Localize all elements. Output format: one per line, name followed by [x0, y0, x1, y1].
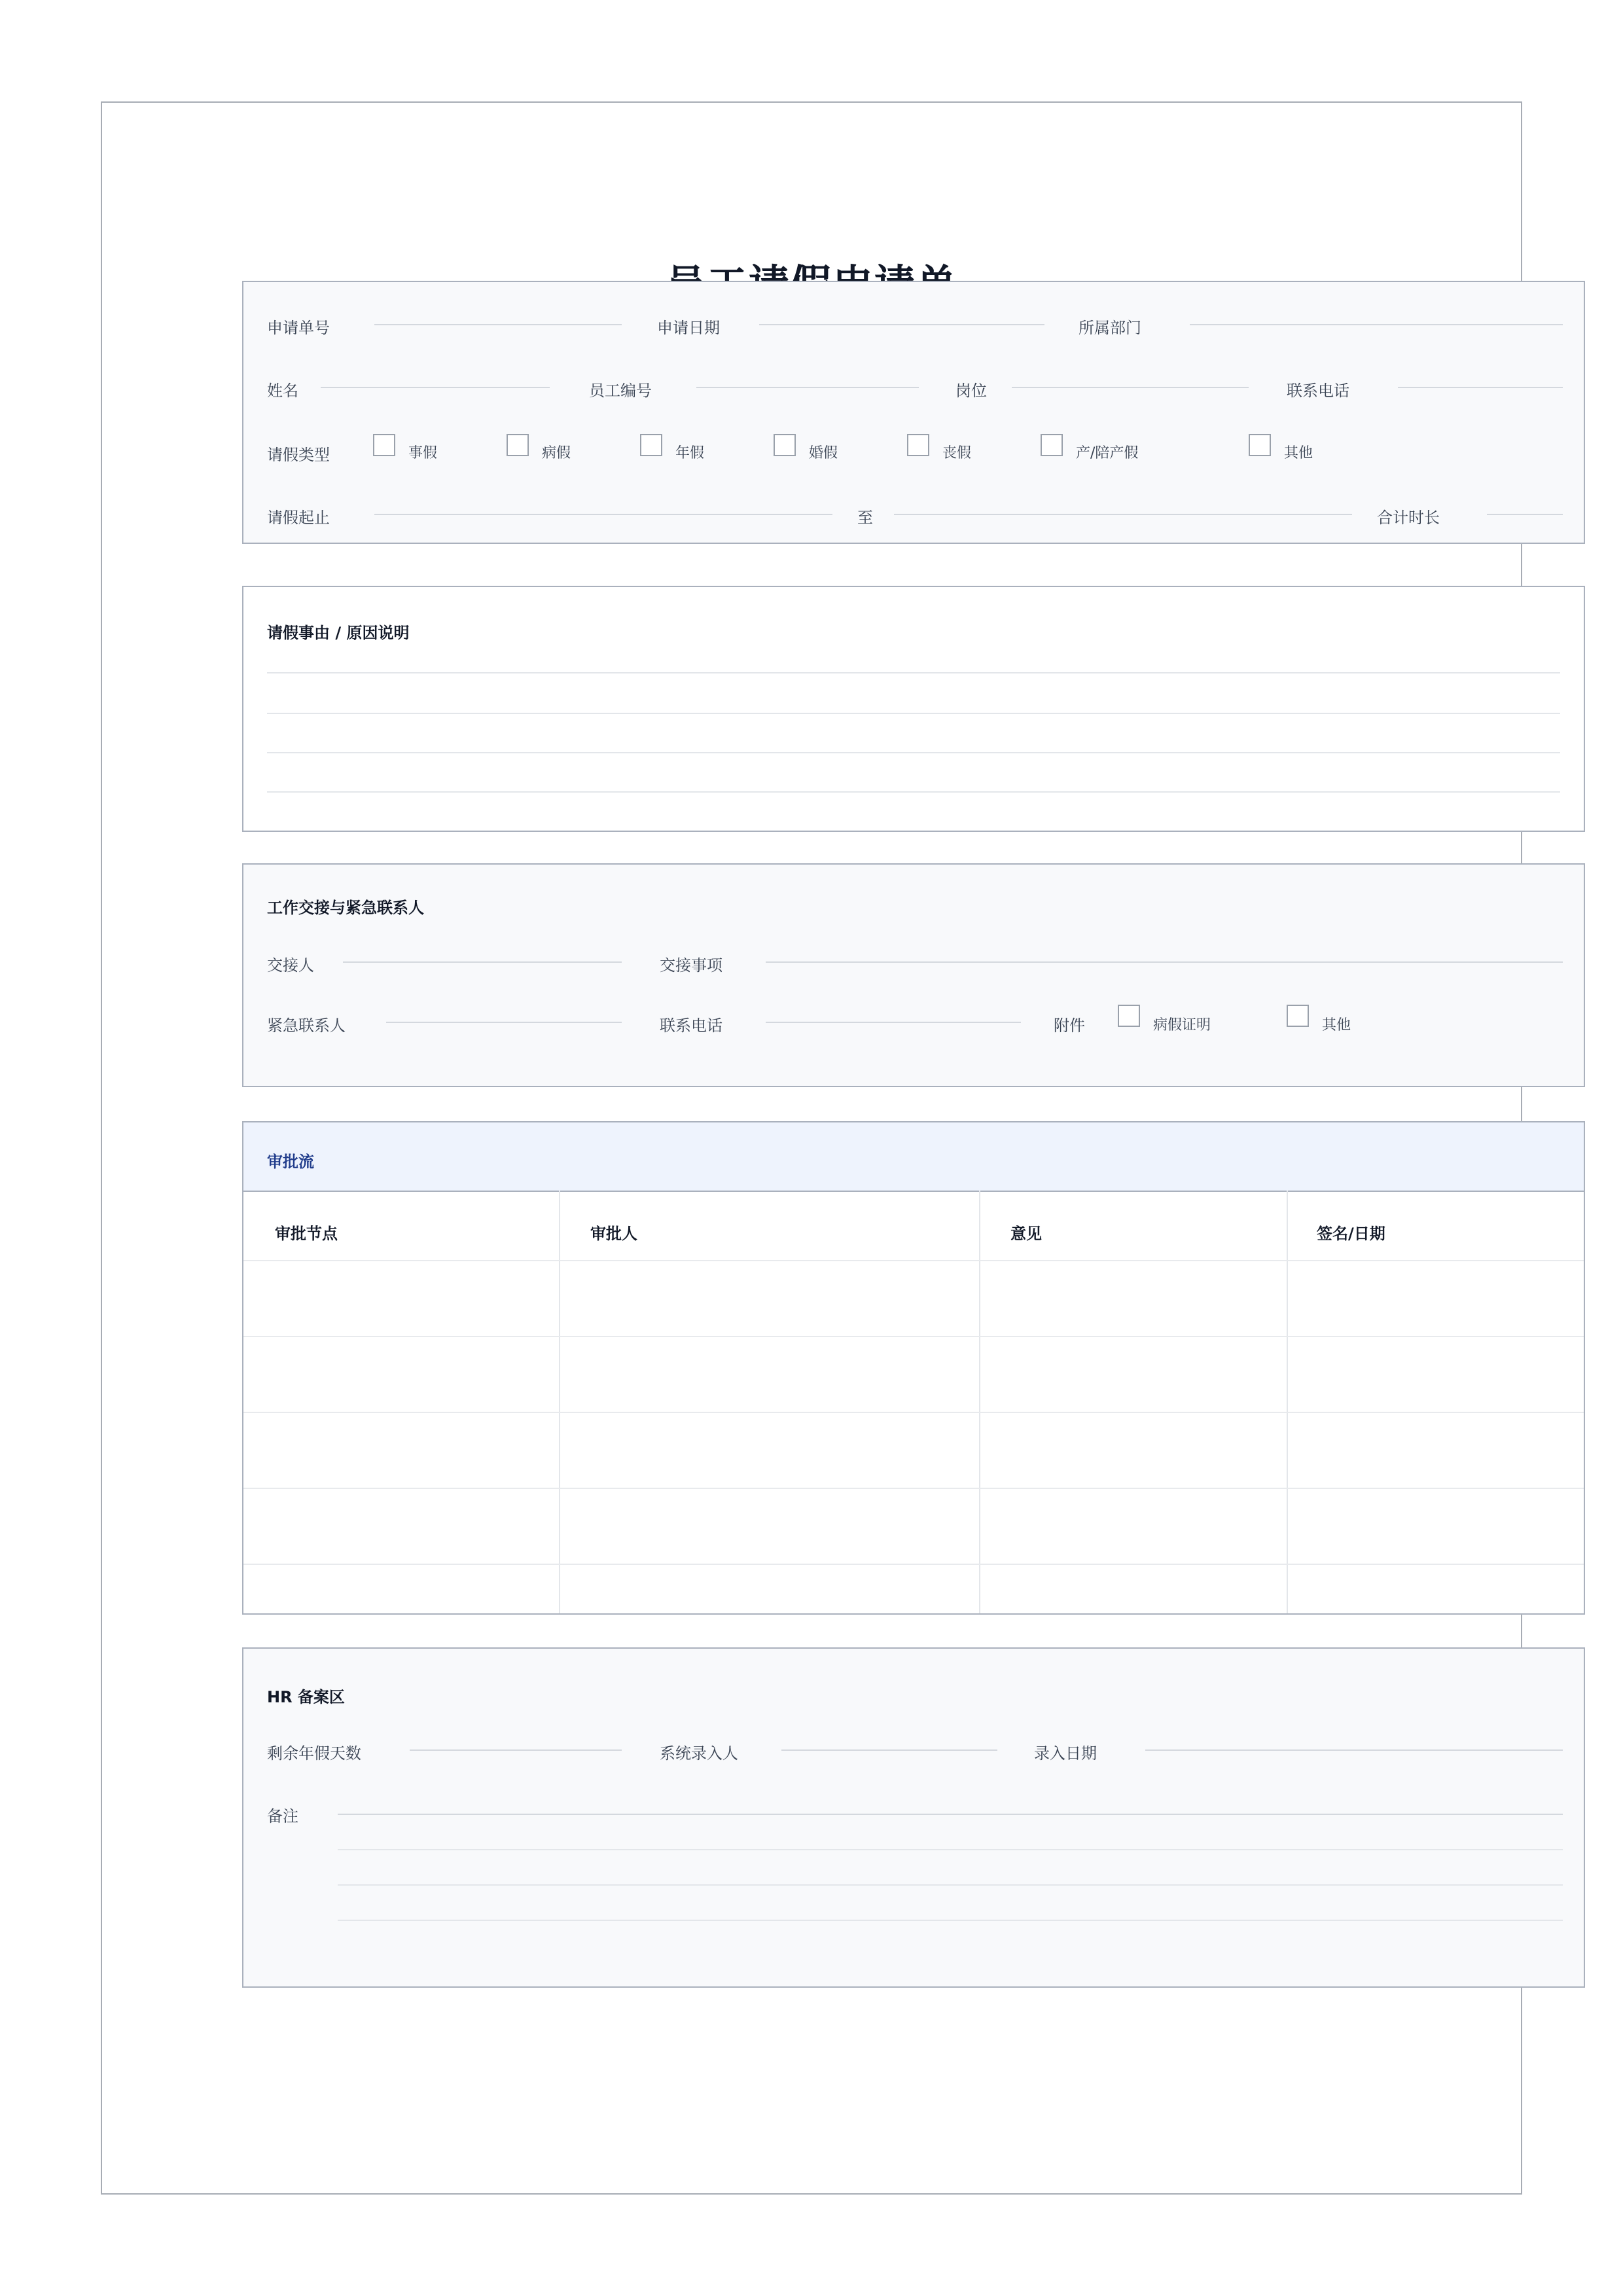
application-no-label: 申请单号: [267, 319, 330, 337]
hr-title: HR 备案区: [267, 1688, 345, 1706]
handover-items-field[interactable]: [766, 961, 1563, 963]
remarks-line[interactable]: [338, 1849, 1563, 1850]
remarks-line[interactable]: [338, 1884, 1563, 1886]
table-column-divider: [1287, 1191, 1288, 1613]
handover-items-label: 交接事项: [660, 956, 722, 975]
period-start-field[interactable]: [374, 514, 832, 515]
table-column-divider: [979, 1191, 980, 1613]
attachment-checkbox-sick-cert[interactable]: [1118, 1005, 1140, 1027]
table-row[interactable]: [243, 1336, 1584, 1337]
remaining-annual-leave-label: 剩余年假天数: [267, 1744, 361, 1763]
leave-type-label: 请假类型: [267, 446, 330, 464]
leave-type-checkbox-bereavement[interactable]: [907, 434, 929, 456]
handover-person-field[interactable]: [343, 961, 622, 963]
leave-type-checkbox-marriage[interactable]: [774, 434, 796, 456]
reason-line[interactable]: [267, 672, 1560, 673]
remaining-annual-leave-field[interactable]: [410, 1749, 622, 1751]
department-label: 所属部门: [1079, 319, 1141, 337]
remarks-label: 备注: [267, 1807, 298, 1825]
reason-title: 请假事由 / 原因说明: [267, 624, 410, 642]
leave-type-option-label: 丧假: [942, 445, 972, 461]
basic-info-section: [242, 281, 1585, 544]
reason-line[interactable]: [267, 791, 1560, 793]
leave-type-checkbox-maternity[interactable]: [1041, 434, 1063, 456]
entry-date-field[interactable]: [1145, 1749, 1563, 1751]
attachment-option-label: 病假证明: [1153, 1017, 1211, 1033]
period-label: 请假起止: [267, 509, 330, 527]
handover-section: [242, 863, 1585, 1087]
entered-by-label: 系统录入人: [660, 1744, 738, 1763]
entered-by-field[interactable]: [781, 1749, 997, 1751]
reason-section: [242, 586, 1585, 832]
table-row[interactable]: [243, 1564, 1584, 1565]
handover-person-label: 交接人: [267, 956, 314, 975]
employee-id-field[interactable]: [696, 387, 919, 388]
contact-phone-label: 联系电话: [660, 1016, 722, 1035]
total-duration-field[interactable]: [1487, 514, 1563, 515]
employee-id-label: 员工编号: [589, 382, 652, 400]
form-sheet: [101, 101, 1522, 2195]
table-row[interactable]: [243, 1412, 1584, 1413]
leave-type-option-label: 年假: [675, 445, 705, 461]
emergency-contact-label: 紧急联系人: [267, 1016, 346, 1035]
attachment-label: 附件: [1054, 1016, 1085, 1035]
application-date-label: 申请日期: [657, 319, 720, 337]
total-duration-label: 合计时长: [1377, 509, 1440, 527]
application-date-field[interactable]: [759, 324, 1044, 325]
remarks-line[interactable]: [338, 1920, 1563, 1921]
remarks-line[interactable]: [338, 1814, 1563, 1815]
position-field[interactable]: [1012, 387, 1249, 388]
reason-line[interactable]: [267, 752, 1560, 753]
col-header-approver: 审批人: [590, 1225, 637, 1243]
leave-type-checkbox-personal[interactable]: [373, 434, 395, 456]
leave-type-option-label: 病假: [542, 445, 571, 461]
attachment-option-label: 其他: [1322, 1017, 1351, 1033]
approval-header: [243, 1122, 1584, 1192]
leave-type-option-label: 其他: [1284, 445, 1313, 461]
leave-type-checkbox-other[interactable]: [1249, 434, 1271, 456]
leave-type-option-label: 产/陪产假: [1076, 445, 1139, 461]
phone-field[interactable]: [1398, 387, 1563, 388]
col-header-opinion: 意见: [1010, 1225, 1042, 1243]
leave-type-checkbox-sick[interactable]: [507, 434, 529, 456]
application-no-field[interactable]: [374, 324, 622, 325]
leave-type-option-label: 婚假: [809, 445, 838, 461]
name-label: 姓名: [267, 382, 298, 400]
leave-type-option-label: 事假: [408, 445, 438, 461]
leave-type-checkbox-annual[interactable]: [640, 434, 662, 456]
name-field[interactable]: [321, 387, 550, 388]
attachment-checkbox-other[interactable]: [1287, 1005, 1309, 1027]
hr-section: [242, 1647, 1585, 1988]
table-row[interactable]: [243, 1488, 1584, 1489]
period-to-label: 至: [857, 509, 873, 527]
phone-label: 联系电话: [1287, 382, 1349, 400]
period-end-field[interactable]: [894, 514, 1352, 515]
col-header-node: 审批节点: [275, 1225, 338, 1243]
position-label: 岗位: [955, 382, 987, 400]
entry-date-label: 录入日期: [1034, 1744, 1097, 1763]
table-column-divider: [559, 1191, 560, 1613]
department-field[interactable]: [1190, 324, 1563, 325]
approval-title: 审批流: [267, 1153, 314, 1171]
contact-phone-field[interactable]: [766, 1022, 1021, 1023]
approval-section: [242, 1121, 1585, 1615]
col-header-signature-date: 签名/日期: [1317, 1225, 1385, 1243]
reason-line[interactable]: [267, 713, 1560, 714]
handover-title: 工作交接与紧急联系人: [267, 899, 424, 917]
emergency-contact-field[interactable]: [386, 1022, 622, 1023]
table-row[interactable]: [243, 1260, 1584, 1261]
